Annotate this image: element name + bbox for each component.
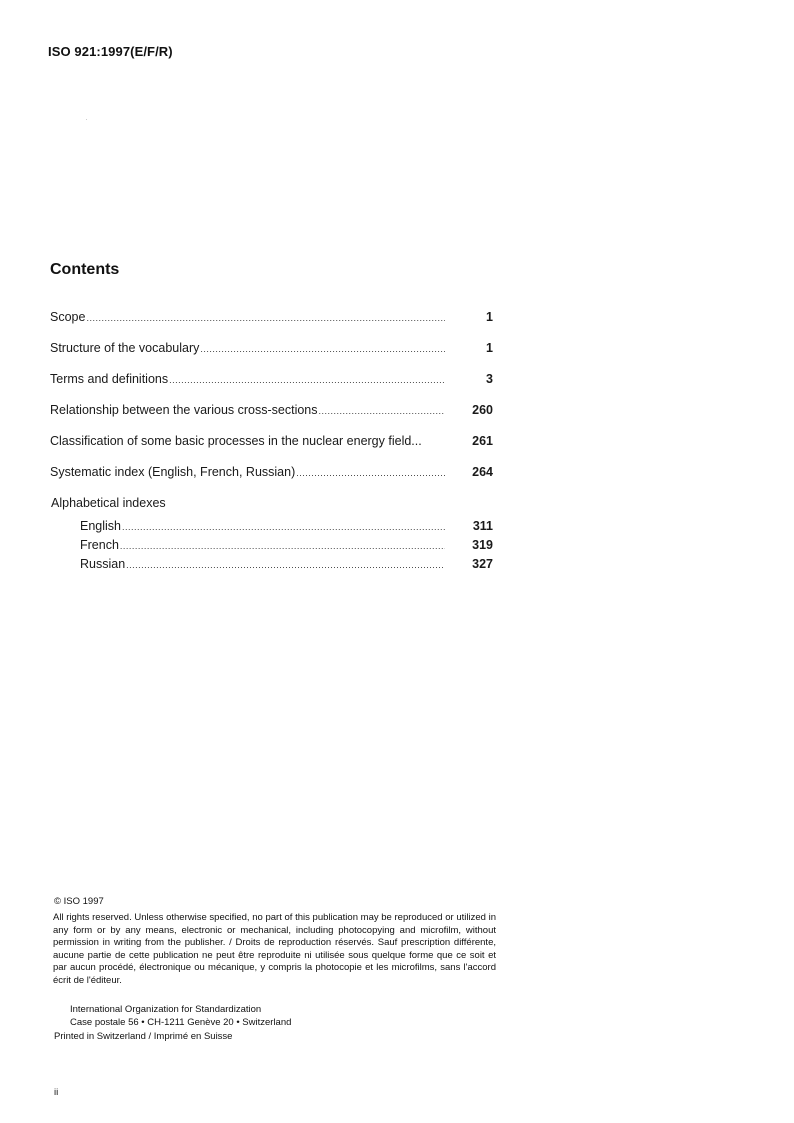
toc-entry-label: Russian xyxy=(80,557,126,571)
publisher-name: International Organization for Standardization xyxy=(70,1004,262,1015)
scan-speck xyxy=(86,119,87,120)
toc-entry-page: 327 xyxy=(472,557,493,571)
toc-entry-structure[interactable] xyxy=(50,341,493,359)
toc-entry-french[interactable] xyxy=(80,538,493,556)
toc-entry-label: Classification of some basic processes in the nuclear energy field... xyxy=(50,434,422,448)
toc-entry-page: 261 xyxy=(472,434,493,448)
copyright-notice: © ISO 1997 xyxy=(54,896,104,907)
dot-leader xyxy=(122,522,445,532)
toc-entry-terms[interactable] xyxy=(50,372,493,390)
toc-entry-english[interactable] xyxy=(80,519,493,537)
standard-identifier: ISO 921:1997(E/F/R) xyxy=(48,44,173,59)
dot-leader xyxy=(200,344,445,354)
toc-entry-label: French xyxy=(80,538,119,552)
toc-entry-label: Relationship between the various cross-sections xyxy=(50,403,318,417)
toc-entry-relationship[interactable] xyxy=(50,403,493,421)
publisher-address: Case postale 56 • CH-1211 Genève 20 • Switzerland xyxy=(70,1017,292,1028)
dot-leader xyxy=(86,313,445,323)
page-number: ii xyxy=(54,1087,59,1098)
dot-leader xyxy=(126,560,445,570)
toc-entry-page: 311 xyxy=(472,519,493,533)
printed-in-notice: Printed in Switzerland / Imprimé en Suisse xyxy=(54,1031,233,1042)
toc-entry-page: 264 xyxy=(472,465,493,479)
toc-group-alphabetical-indexes: Alphabetical indexes xyxy=(51,496,166,510)
toc-entry-classification[interactable] xyxy=(50,434,493,452)
toc-entry-russian[interactable] xyxy=(80,557,493,575)
dot-leader xyxy=(319,406,446,416)
toc-entry-label: Systematic index (English, French, Russian) xyxy=(50,465,296,479)
contents-heading: Contents xyxy=(50,261,120,278)
publisher-block xyxy=(70,1003,291,1029)
rights-statement: All rights reserved. Unless otherwise specified, no part of this publication may be reproduced or utilized in any form or by any means, electronic or mechanical, including photocopying and microfilm, without permission in writing from the publisher. / Droits de reproduction réservés. Sauf prescription différente, aucune partie de cette publication ne peut être reproduite ni utilisée sous quelque forme que ce soit et par aucun procédé, électronique ou mécanique, y compris la photocopie et les microfilms, sans l'accord écrit de l'éditeur. xyxy=(53,912,496,986)
toc-entry-label: Scope xyxy=(50,310,86,324)
dot-leader xyxy=(296,468,445,478)
toc-entry-page: 3 xyxy=(486,372,493,386)
toc-entry-label: Structure of the vocabulary xyxy=(50,341,200,355)
toc-entry-label: Terms and definitions xyxy=(50,372,169,386)
toc-entry-label: English xyxy=(80,519,121,533)
toc-entry-systematic-index[interactable] xyxy=(50,465,493,483)
toc-entry-page: 1 xyxy=(486,310,493,324)
toc-entry-page: 260 xyxy=(472,403,493,417)
dot-leader xyxy=(120,541,445,551)
dot-leader xyxy=(169,375,445,385)
toc-entry-page: 1 xyxy=(486,341,493,355)
toc-entry-page: 319 xyxy=(472,538,493,552)
toc-entry-scope[interactable] xyxy=(50,310,493,328)
